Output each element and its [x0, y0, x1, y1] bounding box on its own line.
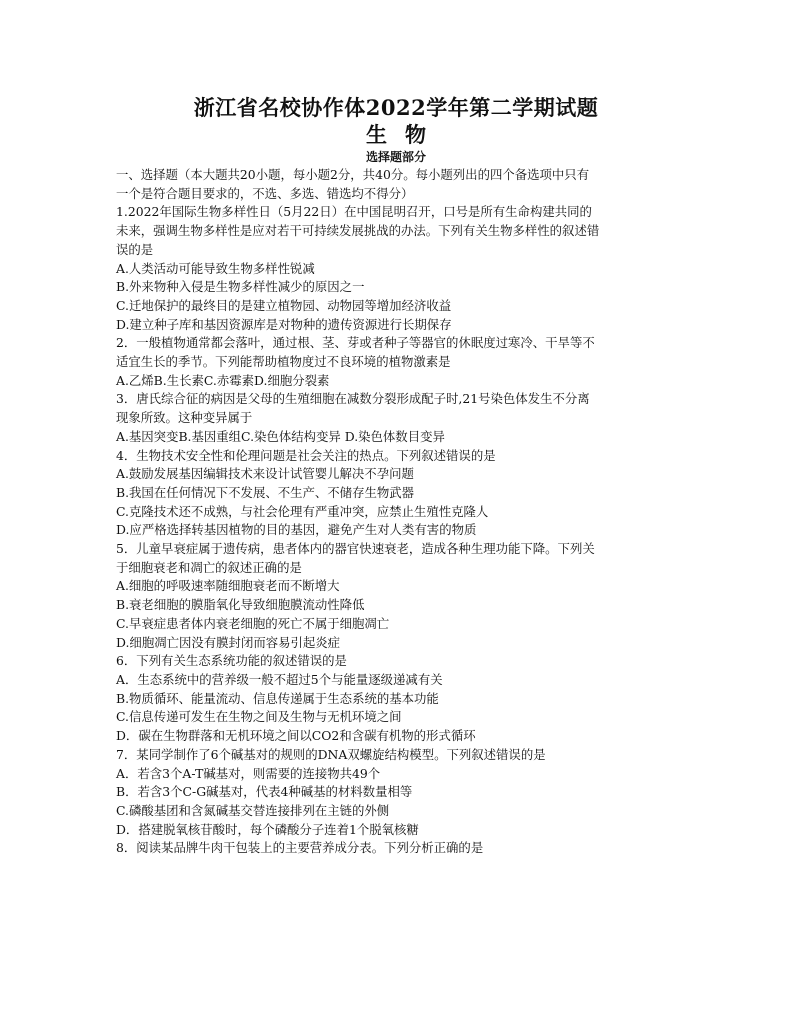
text-line: D．碳在生物群落和无机环境之间以CO2和含碳有机物的形式循环	[116, 728, 476, 744]
text-line: A．生态系统中的营养级一般不超过5个与能量逐级递减有关	[116, 671, 443, 687]
text-line: 现象所致。这种变异属于	[116, 410, 253, 426]
text-line: A.乙烯B.生长素C.赤霉素D.细胞分裂素	[116, 372, 330, 388]
exam-subject: 生物	[366, 122, 444, 147]
exam-title: 浙江省名校协作体2022学年第二学期试题	[193, 95, 599, 120]
text-line: 未来，强调生物多样性是应对若干可持续发展挑战的办法。下列有关生物多样性的叙述错	[116, 223, 600, 239]
text-line: D.应严格选择转基因植物的目的基因，避免产生对人类有害的物质	[116, 522, 477, 538]
text-line: 8．阅读某品牌牛肉干包装上的主要营养成分表。下列分析正确的是	[116, 840, 484, 856]
text-line: 4．生物技术安全性和伦理问题是社会关注的热点。下列叙述错误的是	[116, 447, 496, 463]
text-line: D．搭建脱氧核苷酸时，每个磷酸分子连着1个脱氧核糖	[116, 821, 419, 837]
text-line: A．若含3个A-T碱基对，则需要的连接物共49个	[116, 765, 381, 781]
text-line: 2．一般植物通常都会落叶，通过根、茎、芽或者种子等器官的休眠度过寒冷、干旱等不	[116, 335, 595, 351]
text-line: B．若含3个C-G碱基对，代表4种碱基的材料数量相等	[116, 784, 413, 800]
text-line: A.鼓励发展基因编辑技术来设计试管婴儿解决不孕问题	[116, 466, 414, 482]
text-line: 1.2022年国际生物多样性日（5月22日）在中国昆明召开，口号是所有生命构建共同的	[116, 204, 592, 220]
text-line: C.早衰症患者体内衰老细胞的死亡不属于细胞凋亡	[116, 615, 390, 631]
text-line: B.衰老细胞的膜脂氧化导致细胞膜流动性降低	[116, 597, 365, 613]
exam-page	[116, 94, 676, 858]
text-line: 一、选择题（本大题共20小题，每小题2分，共40分。每小题列出的四个备选项中只有	[116, 167, 590, 182]
text-line: C.克隆技术还不成熟，与社会伦理有严重冲突，应禁止生殖性克隆人	[116, 503, 489, 519]
text-line: C.信息传递可发生在生物之间及生物与无机环境之间	[116, 709, 402, 725]
text-line: B.外来物种入侵是生物多样性减少的原因之一	[116, 279, 365, 295]
text-line: A.细胞的呼吸速率随细胞衰老而不断增大	[116, 578, 340, 594]
text-line: 于细胞衰老和凋亡的叙述正确的是	[116, 559, 302, 575]
text-line: A.人类活动可能导致生物多样性锐减	[116, 260, 315, 276]
text-line: 适宜生长的季节。下列能帮助植物度过不良环境的植物激素是	[116, 354, 451, 370]
text-line: 一个是符合题目要求的，不选、多选、错选均不得分）	[116, 185, 414, 201]
text-line: C.磷酸基团和含氮碱基交替连接排列在主链的外侧	[116, 802, 390, 818]
text-line: B.我国在任何情况下不发展、不生产、不储存生物武器	[116, 484, 415, 500]
text-line: B.物质循环、能量流动、信息传递属于生态系统的基本功能	[116, 690, 439, 706]
text-line: A.基因突变B.基因重组C.染色体结构变异 D.染色体数目变异	[116, 428, 445, 444]
text-line: 误的是	[116, 241, 154, 257]
text-line: D.细胞凋亡因没有膜封闭而容易引起炎症	[116, 634, 341, 650]
section-heading: 选择题部分	[365, 150, 426, 164]
text-line: 6．下列有关生态系统功能的叙述错误的是	[116, 653, 347, 669]
text-line: 7．某同学制作了6个碱基对的规则的DNA双螺旋结构模型。下列叙述错误的是	[116, 746, 546, 762]
text-line: C.迁地保护的最终目的是建立植物园、动物园等增加经济收益	[116, 297, 452, 313]
text-line: 5．儿童早衰症属于遗传病，患者体内的器官快速衰老，造成各种生理功能下降。下列关	[116, 541, 595, 557]
text-line: 3．唐氏综合征的病因是父母的生殖细胞在减数分裂形成配子时,21号染色体发生不分离	[116, 391, 590, 407]
text-line: D.建立种子库和基因资源库是对物种的遗传资源进行长期保存	[116, 316, 452, 332]
question-body	[116, 166, 676, 858]
